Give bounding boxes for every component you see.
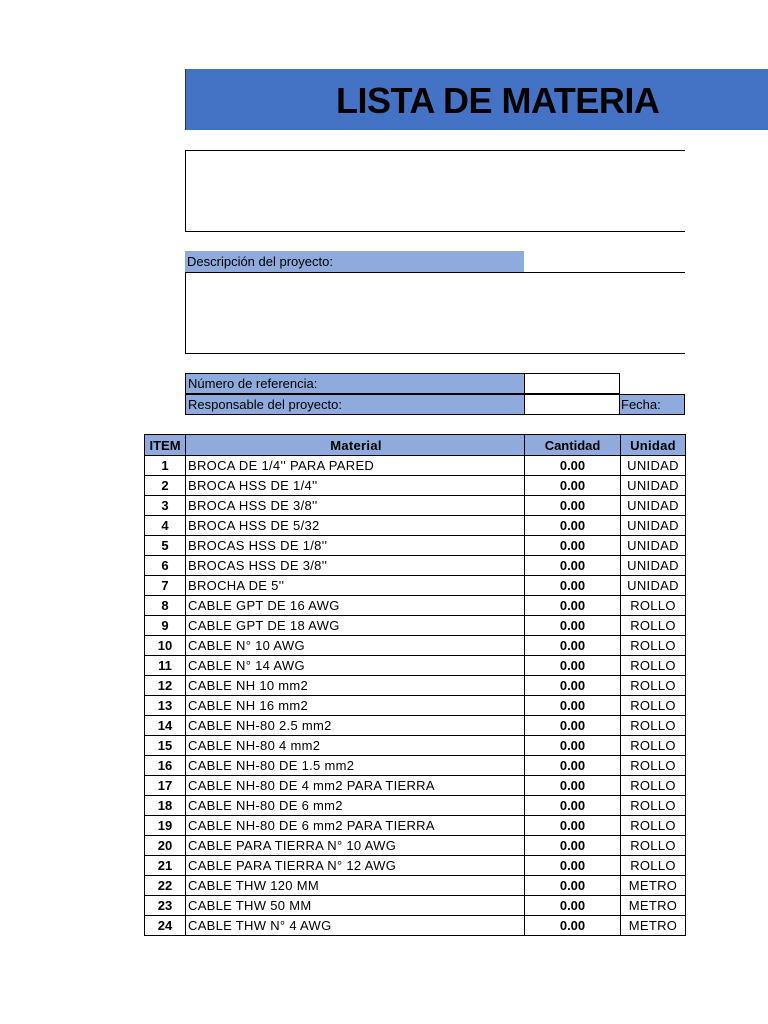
column-header-unit: Unidad	[621, 435, 686, 456]
quantity-cell[interactable]: 0.00	[525, 536, 621, 556]
table-row[interactable]	[145, 736, 686, 756]
quantity-cell[interactable]: 0.00	[525, 796, 621, 816]
table-header-row	[145, 435, 686, 456]
quantity-cell[interactable]: 0.00	[525, 496, 621, 516]
reference-field[interactable]	[524, 373, 620, 394]
unit-cell[interactable]: UNIDAD	[621, 556, 686, 576]
material-cell[interactable]: CABLE NH 16 mm2	[186, 696, 525, 716]
quantity-cell[interactable]: 0.00	[525, 716, 621, 736]
material-cell[interactable]: CABLE NH 10 mm2	[186, 676, 525, 696]
quantity-cell[interactable]: 0.00	[525, 516, 621, 536]
reference-label: Número de referencia:	[185, 373, 525, 394]
quantity-cell[interactable]: 0.00	[525, 456, 621, 476]
table-row[interactable]	[145, 556, 686, 576]
quantity-cell[interactable]: 0.00	[525, 896, 621, 916]
material-cell[interactable]: CABLE NH-80 DE 6 mm2 PARA TIERRA	[186, 816, 525, 836]
table-row[interactable]	[145, 816, 686, 836]
item-cell[interactable]: 14	[145, 716, 186, 736]
item-cell[interactable]: 8	[145, 596, 186, 616]
column-header-item: ITEM	[145, 435, 186, 456]
table-row[interactable]	[145, 576, 686, 596]
quantity-cell[interactable]: 0.00	[525, 616, 621, 636]
item-cell[interactable]: 13	[145, 696, 186, 716]
unit-cell[interactable]: ROLLO	[621, 856, 686, 876]
quantity-cell[interactable]: 0.00	[525, 856, 621, 876]
table-row[interactable]	[145, 536, 686, 556]
unit-cell[interactable]: UNIDAD	[621, 476, 686, 496]
table-row[interactable]	[145, 656, 686, 676]
material-cell[interactable]: CABLE N° 10 AWG	[186, 636, 525, 656]
unit-cell[interactable]: METRO	[621, 916, 686, 936]
unit-cell[interactable]: ROLLO	[621, 656, 686, 676]
materials-table	[144, 434, 686, 936]
page-title: LISTA DE MATERIA	[336, 80, 660, 121]
material-cell[interactable]: BROCAS HSS DE 1/8''	[186, 536, 525, 556]
table-row[interactable]	[145, 796, 686, 816]
table-row[interactable]	[145, 716, 686, 736]
item-cell[interactable]: 15	[145, 736, 186, 756]
quantity-cell[interactable]: 0.00	[525, 476, 621, 496]
unit-cell[interactable]: ROLLO	[621, 736, 686, 756]
reference-row	[185, 373, 685, 393]
quantity-cell[interactable]: 0.00	[525, 736, 621, 756]
item-cell[interactable]: 3	[145, 496, 186, 516]
column-header-quantity: Cantidad	[525, 435, 621, 456]
item-cell[interactable]: 17	[145, 776, 186, 796]
item-cell[interactable]: 20	[145, 836, 186, 856]
table-row[interactable]	[145, 836, 686, 856]
item-cell[interactable]: 16	[145, 756, 186, 776]
quantity-cell[interactable]: 0.00	[525, 596, 621, 616]
quantity-cell[interactable]: 0.00	[525, 556, 621, 576]
material-cell[interactable]: CABLE N° 14 AWG	[186, 656, 525, 676]
title-bar	[185, 69, 768, 130]
responsible-field[interactable]	[524, 394, 620, 415]
quantity-cell[interactable]: 0.00	[525, 656, 621, 676]
item-cell[interactable]: 2	[145, 476, 186, 496]
unit-cell[interactable]: ROLLO	[621, 796, 686, 816]
quantity-cell[interactable]: 0.00	[525, 836, 621, 856]
item-cell[interactable]: 18	[145, 796, 186, 816]
material-cell[interactable]: CABLE THW 120 MM	[186, 876, 525, 896]
description-box[interactable]	[185, 272, 685, 354]
table-row[interactable]	[145, 676, 686, 696]
table-row[interactable]	[145, 596, 686, 616]
table-row[interactable]	[145, 776, 686, 796]
material-cell[interactable]: BROCA HSS DE 1/4''	[186, 476, 525, 496]
material-cell[interactable]: BROCA HSS DE 5/32	[186, 516, 525, 536]
unit-cell[interactable]: METRO	[621, 876, 686, 896]
quantity-cell[interactable]: 0.00	[525, 676, 621, 696]
table-row[interactable]	[145, 696, 686, 716]
material-cell[interactable]: CABLE PARA TIERRA N° 10 AWG	[186, 836, 525, 856]
item-cell[interactable]: 9	[145, 616, 186, 636]
table-row[interactable]	[145, 476, 686, 496]
quantity-cell[interactable]: 0.00	[525, 876, 621, 896]
quantity-cell[interactable]: 0.00	[525, 636, 621, 656]
table-row[interactable]	[145, 756, 686, 776]
item-cell[interactable]: 23	[145, 896, 186, 916]
item-cell[interactable]: 21	[145, 856, 186, 876]
table-row[interactable]	[145, 876, 686, 896]
material-cell[interactable]: BROCHA DE 5''	[186, 576, 525, 596]
unit-cell[interactable]: ROLLO	[621, 816, 686, 836]
unit-cell[interactable]: UNIDAD	[621, 496, 686, 516]
item-cell[interactable]: 5	[145, 536, 186, 556]
material-cell[interactable]: CABLE THW N° 4 AWG	[186, 916, 525, 936]
item-cell[interactable]: 24	[145, 916, 186, 936]
material-cell[interactable]: CABLE THW 50 MM	[186, 896, 525, 916]
item-cell[interactable]: 6	[145, 556, 186, 576]
description-label: Descripción del proyecto:	[185, 251, 524, 272]
material-cell[interactable]: CABLE NH-80 DE 1.5 mm2	[186, 756, 525, 776]
table-row[interactable]	[145, 516, 686, 536]
unit-cell[interactable]: ROLLO	[621, 676, 686, 696]
material-cell[interactable]: BROCAS HSS DE 3/8''	[186, 556, 525, 576]
item-cell[interactable]: 22	[145, 876, 186, 896]
unit-cell[interactable]: ROLLO	[621, 716, 686, 736]
quantity-cell[interactable]: 0.00	[525, 816, 621, 836]
unit-cell[interactable]: ROLLO	[621, 756, 686, 776]
table-row[interactable]	[145, 856, 686, 876]
table-row[interactable]	[145, 916, 686, 936]
quantity-cell[interactable]: 0.00	[525, 576, 621, 596]
responsible-row	[185, 394, 685, 414]
material-cell[interactable]: CABLE NH-80 DE 6 mm2	[186, 796, 525, 816]
material-cell[interactable]: CABLE GPT DE 16 AWG	[186, 596, 525, 616]
unit-cell[interactable]: METRO	[621, 896, 686, 916]
item-cell[interactable]: 4	[145, 516, 186, 536]
item-cell[interactable]: 12	[145, 676, 186, 696]
unit-cell[interactable]: UNIDAD	[621, 456, 686, 476]
table-row[interactable]	[145, 896, 686, 916]
item-cell[interactable]: 19	[145, 816, 186, 836]
item-cell[interactable]: 11	[145, 656, 186, 676]
date-label: Fecha:	[619, 394, 685, 415]
material-cell[interactable]: CABLE PARA TIERRA N° 12 AWG	[186, 856, 525, 876]
unit-cell[interactable]: UNIDAD	[621, 536, 686, 556]
item-cell[interactable]: 10	[145, 636, 186, 656]
table-row[interactable]	[145, 636, 686, 656]
unit-cell[interactable]: ROLLO	[621, 696, 686, 716]
quantity-cell[interactable]: 0.00	[525, 776, 621, 796]
material-cell[interactable]: BROCA HSS DE 3/8''	[186, 496, 525, 516]
quantity-cell[interactable]: 0.00	[525, 696, 621, 716]
material-cell[interactable]: CABLE NH-80 2.5 mm2	[186, 716, 525, 736]
quantity-cell[interactable]: 0.00	[525, 756, 621, 776]
responsible-label: Responsable del proyecto:	[185, 394, 525, 415]
table-row[interactable]	[145, 456, 686, 476]
material-cell[interactable]: CABLE GPT DE 18 AWG	[186, 616, 525, 636]
unit-cell[interactable]: UNIDAD	[621, 516, 686, 536]
material-cell[interactable]: BROCA DE 1/4'' PARA PARED	[186, 456, 525, 476]
unit-cell[interactable]: ROLLO	[621, 776, 686, 796]
item-cell[interactable]: 7	[145, 576, 186, 596]
unit-cell[interactable]: ROLLO	[621, 636, 686, 656]
item-cell[interactable]: 1	[145, 456, 186, 476]
table-row[interactable]	[145, 616, 686, 636]
quantity-cell[interactable]: 0.00	[525, 916, 621, 936]
unit-cell[interactable]: ROLLO	[621, 596, 686, 616]
material-cell[interactable]: CABLE NH-80 4 mm2	[186, 736, 525, 756]
column-header-material: Material	[186, 435, 525, 456]
project-name-box[interactable]	[185, 150, 685, 232]
unit-cell[interactable]: UNIDAD	[621, 576, 686, 596]
unit-cell[interactable]: ROLLO	[621, 616, 686, 636]
material-cell[interactable]: CABLE NH-80 DE 4 mm2 PARA TIERRA	[186, 776, 525, 796]
table-body	[145, 456, 686, 936]
table-row[interactable]	[145, 496, 686, 516]
unit-cell[interactable]: ROLLO	[621, 836, 686, 856]
